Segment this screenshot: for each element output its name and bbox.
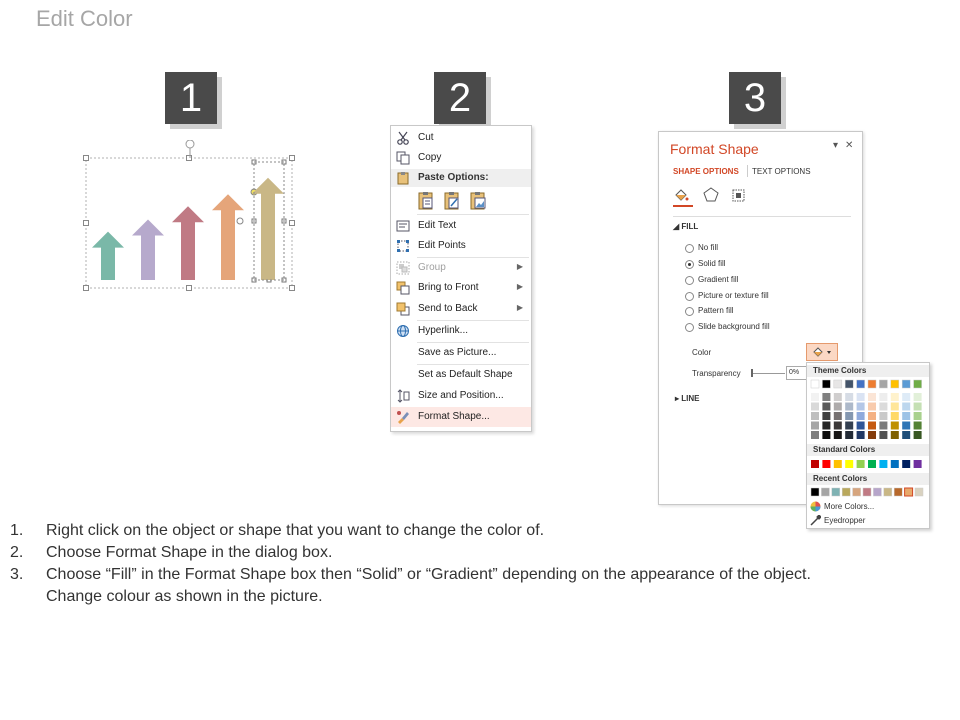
- resize-handle[interactable]: [84, 221, 89, 226]
- transparency-label: Transparency: [692, 369, 741, 378]
- active-category-indicator: [673, 205, 693, 207]
- standard-colors-label: Standard Colors: [813, 445, 876, 454]
- recent-color-swatch[interactable]: [853, 488, 861, 496]
- arrow-shape[interactable]: [212, 194, 244, 280]
- menu-item-label: Save as Picture...: [418, 347, 497, 358]
- menu-item-cut[interactable]: [391, 128, 531, 148]
- menu-item-label: Send to Back: [418, 303, 478, 314]
- theme-colors-label: Theme Colors: [813, 366, 867, 375]
- theme-shade-swatch[interactable]: [914, 431, 922, 439]
- theme-shade-swatch[interactable]: [822, 412, 830, 420]
- tab-text-options[interactable]: TEXT OPTIONS: [752, 167, 811, 176]
- recent-colors-header: [807, 473, 929, 485]
- submenu-arrow-icon: ▶: [516, 282, 523, 291]
- instruction-number: 1.: [10, 522, 24, 539]
- more-colors-label: More Colors...: [824, 502, 875, 511]
- tab-divider: [747, 165, 748, 177]
- theme-shade-swatch[interactable]: [891, 422, 899, 430]
- menu-item-label: Edit Points: [418, 240, 466, 251]
- recent-color-swatch[interactable]: [894, 488, 902, 496]
- instruction-number: [10, 586, 46, 608]
- theme-shade-swatch[interactable]: [845, 431, 853, 439]
- pane-title: Format Shape: [670, 141, 759, 157]
- theme-color-swatch[interactable]: [902, 380, 910, 388]
- pane-options-dropdown-icon[interactable]: ▾: [833, 140, 839, 151]
- menu-item-label: Set as Default Shape: [418, 369, 513, 380]
- edit-text-icon: [396, 219, 410, 233]
- radio-gradient-fill[interactable]: [685, 274, 855, 288]
- recent-color-swatch[interactable]: [842, 488, 850, 496]
- size-properties-icon[interactable]: [733, 190, 744, 201]
- theme-shade-swatch[interactable]: [857, 403, 865, 411]
- paint-bucket-icon: [807, 344, 837, 360]
- standard-color-swatch[interactable]: [834, 460, 842, 468]
- resize-handle[interactable]: [187, 156, 192, 161]
- theme-shade-swatch[interactable]: [902, 422, 910, 430]
- menu-item-bring-to-front[interactable]: [391, 278, 531, 298]
- menu-item-copy[interactable]: [391, 148, 531, 168]
- standard-color-swatch[interactable]: [811, 460, 819, 468]
- scissors-icon: [396, 131, 410, 145]
- tab-shape-options[interactable]: SHAPE OPTIONS: [673, 167, 739, 176]
- theme-shade-swatch[interactable]: [868, 393, 876, 401]
- radio-label: Solid fill: [698, 259, 726, 268]
- color-label: Color: [692, 348, 712, 357]
- recent-colors-label: Recent Colors: [813, 474, 868, 483]
- theme-shade-swatch[interactable]: [868, 431, 876, 439]
- copy-icon: [396, 151, 410, 165]
- menu-item-size-and-position[interactable]: [391, 386, 531, 406]
- transparency-slider[interactable]: [751, 373, 785, 374]
- radio-button[interactable]: [685, 292, 694, 301]
- submenu-arrow-icon: ▶: [516, 262, 523, 271]
- theme-shade-swatch[interactable]: [902, 393, 910, 401]
- radio-slide-background-fill[interactable]: [685, 321, 855, 335]
- theme-shade-swatch[interactable]: [857, 412, 865, 420]
- standard-color-swatch[interactable]: [868, 460, 876, 468]
- menu-item-label: Bring to Front: [418, 282, 479, 293]
- resize-handle[interactable]: [84, 286, 89, 291]
- recent-color-swatch[interactable]: [905, 488, 913, 496]
- radio-label: Picture or texture fill: [698, 291, 769, 300]
- paste-keep-source-icon[interactable]: [419, 192, 432, 209]
- theme-color-swatch[interactable]: [834, 380, 842, 388]
- radio-pattern-fill[interactable]: [685, 305, 855, 319]
- resize-handle[interactable]: [290, 156, 295, 161]
- radio-button[interactable]: [685, 323, 694, 332]
- theme-shade-swatch[interactable]: [811, 431, 819, 439]
- menu-item-edit-points[interactable]: [391, 236, 531, 256]
- resize-handle[interactable]: [290, 221, 295, 226]
- arrow-shape[interactable]: [132, 220, 164, 281]
- theme-color-swatch[interactable]: [845, 380, 853, 388]
- instruction-text: Right click on the object or shape that you want to change the color of.: [46, 522, 545, 539]
- theme-shade-swatch[interactable]: [868, 403, 876, 411]
- size-position-icon: [396, 389, 410, 403]
- theme-shade-swatch[interactable]: [891, 403, 899, 411]
- instruction-text: Choose Format Shape in the dialog box.: [46, 544, 333, 561]
- radio-button[interactable]: [685, 244, 694, 253]
- slide-title: Edit Color: [36, 6, 133, 31]
- menu-item-label: Group: [418, 262, 446, 273]
- theme-shade-swatch[interactable]: [834, 412, 842, 420]
- paste-options-label: Paste Options:: [418, 172, 489, 183]
- standard-color-swatch[interactable]: [914, 460, 922, 468]
- theme-shade-swatch[interactable]: [834, 431, 842, 439]
- step-badge-3: 3: [729, 72, 781, 124]
- arrow-shapes-canvas[interactable]: [80, 140, 300, 300]
- theme-shade-swatch[interactable]: [857, 422, 865, 430]
- theme-color-swatch[interactable]: [914, 380, 922, 388]
- transparency-slider-thumb[interactable]: [751, 369, 753, 377]
- radio-button[interactable]: [685, 307, 694, 316]
- radio-label: No fill: [698, 243, 719, 252]
- send-to-back-icon: [396, 302, 410, 316]
- menu-item-label: Edit Text: [418, 220, 457, 231]
- standard-colors-header: [807, 444, 929, 456]
- theme-shade-swatch[interactable]: [834, 422, 842, 430]
- paste-options-row: [417, 190, 497, 212]
- effects-icon[interactable]: [704, 188, 718, 201]
- clipboard-icon: [396, 171, 410, 185]
- theme-shade-swatch[interactable]: [811, 412, 819, 420]
- theme-shade-swatch[interactable]: [811, 393, 819, 401]
- recent-color-swatch[interactable]: [832, 488, 840, 496]
- recent-color-swatch[interactable]: [811, 488, 819, 496]
- theme-shade-swatch[interactable]: [834, 403, 842, 411]
- theme-shade-swatch[interactable]: [822, 393, 830, 401]
- color-palette-dropdown: [806, 362, 930, 529]
- standard-color-swatch[interactable]: [902, 460, 910, 468]
- paste-options-header: [391, 169, 531, 187]
- paste-picture-icon[interactable]: [471, 192, 485, 209]
- arrow-shape[interactable]: [252, 178, 284, 280]
- radio-button-selected[interactable]: [685, 260, 694, 269]
- menu-item-send-to-back[interactable]: [391, 299, 531, 319]
- step-badge-2: 2: [434, 72, 486, 124]
- instruction-item: [10, 542, 950, 564]
- submenu-arrow-icon: ▶: [516, 303, 523, 312]
- theme-shade-swatch[interactable]: [879, 431, 887, 439]
- collapse-icon: ◢: [673, 222, 682, 231]
- theme-shade-swatch[interactable]: [914, 422, 922, 430]
- fill-section-header[interactable]: [673, 222, 698, 231]
- theme-color-swatch[interactable]: [822, 380, 830, 388]
- theme-shade-swatch[interactable]: [857, 393, 865, 401]
- group-icon: [396, 261, 410, 275]
- instruction-text: Change colour as shown in the picture.: [46, 588, 323, 605]
- expand-icon: ▸: [675, 394, 682, 403]
- theme-shade-swatch[interactable]: [879, 403, 887, 411]
- theme-shade-swatch[interactable]: [902, 412, 910, 420]
- recent-color-swatch[interactable]: [884, 488, 892, 496]
- recent-color-swatch[interactable]: [873, 488, 881, 496]
- menu-item-label: Size and Position...: [418, 390, 504, 401]
- menu-item-hyperlink[interactable]: [391, 321, 531, 341]
- radio-button[interactable]: [685, 276, 694, 285]
- theme-color-swatch[interactable]: [857, 380, 865, 388]
- theme-shade-swatch[interactable]: [914, 403, 922, 411]
- theme-shade-swatch[interactable]: [891, 431, 899, 439]
- standard-color-swatch[interactable]: [879, 460, 887, 468]
- theme-shade-swatch[interactable]: [914, 412, 922, 420]
- menu-item-label: Copy: [418, 152, 442, 163]
- menu-item-label: Cut: [418, 132, 434, 143]
- theme-shade-swatch[interactable]: [891, 412, 899, 420]
- rotate-handle[interactable]: [237, 218, 243, 224]
- instruction-text: Choose “Fill” in the Format Shape box then “Solid” or “Gradient” depending on the appearance of the object.: [46, 566, 811, 583]
- arrow-shape[interactable]: [172, 206, 204, 280]
- theme-shade-swatch[interactable]: [845, 422, 853, 430]
- menu-item-save-as-picture[interactable]: [391, 343, 531, 363]
- theme-shade-swatch[interactable]: [879, 393, 887, 401]
- radio-label: Slide background fill: [698, 322, 770, 331]
- menu-item-label: Hyperlink...: [418, 325, 469, 336]
- resize-handle[interactable]: [290, 286, 295, 291]
- theme-shade-swatch[interactable]: [902, 431, 910, 439]
- theme-shade-swatch[interactable]: [868, 412, 876, 420]
- theme-shade-swatch[interactable]: [845, 393, 853, 401]
- radio-solid-fill[interactable]: [685, 258, 855, 272]
- theme-shade-swatch[interactable]: [822, 422, 830, 430]
- rotate-handle: [186, 140, 194, 148]
- theme-shade-swatch[interactable]: [822, 403, 830, 411]
- instructions-list: [10, 520, 950, 608]
- transparency-input[interactable]: 0%: [786, 366, 810, 380]
- standard-color-swatch[interactable]: [822, 460, 830, 468]
- radio-no-fill[interactable]: [685, 242, 855, 256]
- theme-shade-swatch[interactable]: [822, 431, 830, 439]
- theme-shade-swatch[interactable]: [902, 403, 910, 411]
- more-colors-item[interactable]: [807, 500, 929, 513]
- theme-shade-swatch[interactable]: [845, 412, 853, 420]
- theme-shade-swatch[interactable]: [914, 393, 922, 401]
- theme-shade-swatch[interactable]: [811, 422, 819, 430]
- theme-shade-swatch[interactable]: [868, 422, 876, 430]
- theme-color-swatch[interactable]: [868, 380, 876, 388]
- fill-section-label: FILL: [681, 222, 699, 231]
- color-picker-button[interactable]: [806, 343, 838, 361]
- standard-color-swatch[interactable]: [891, 460, 899, 468]
- category-icons: [673, 186, 753, 204]
- color-wheel-icon: [810, 501, 821, 512]
- instruction-number: 3.: [10, 566, 24, 583]
- menu-item-label: Format Shape...: [418, 411, 490, 422]
- recent-color-swatch[interactable]: [821, 488, 829, 496]
- menu-item-set-as-default-shape[interactable]: [391, 365, 531, 385]
- context-menu: [390, 125, 532, 432]
- theme-shade-swatch[interactable]: [891, 393, 899, 401]
- resize-handle[interactable]: [187, 286, 192, 291]
- bring-to-front-icon: [396, 281, 410, 295]
- radio-picture-texture-fill[interactable]: [685, 290, 855, 304]
- instruction-number: 2.: [10, 544, 24, 561]
- recent-color-swatch[interactable]: [863, 488, 871, 496]
- paste-merge-icon[interactable]: [445, 192, 458, 209]
- recent-color-swatch[interactable]: [915, 488, 923, 496]
- format-shape-icon: [396, 410, 410, 424]
- hyperlink-icon: [396, 324, 410, 338]
- instruction-item: [10, 564, 950, 586]
- standard-color-swatch[interactable]: [857, 460, 865, 468]
- theme-color-swatch[interactable]: [811, 380, 819, 388]
- radio-label: Gradient fill: [698, 275, 739, 284]
- instruction-item: [10, 586, 950, 608]
- theme-shade-swatch[interactable]: [879, 412, 887, 420]
- menu-item-edit-text[interactable]: [391, 216, 531, 236]
- edit-points-icon: [396, 239, 410, 253]
- eyedropper-label: Eyedropper: [824, 516, 866, 525]
- theme-shade-swatch[interactable]: [857, 431, 865, 439]
- menu-item-format-shape[interactable]: [391, 407, 531, 427]
- line-section-label: LINE: [681, 394, 700, 403]
- theme-color-swatch[interactable]: [891, 380, 899, 388]
- close-pane-icon[interactable]: ✕: [845, 140, 854, 151]
- menu-item-group: [391, 258, 531, 278]
- theme-shade-swatch[interactable]: [811, 403, 819, 411]
- step-badge-1: 1: [165, 72, 217, 124]
- pane-divider: [673, 216, 851, 217]
- radio-label: Pattern fill: [698, 306, 734, 315]
- arrow-shape[interactable]: [92, 232, 124, 280]
- theme-shade-swatch[interactable]: [834, 393, 842, 401]
- standard-color-swatch[interactable]: [845, 460, 853, 468]
- theme-color-swatch[interactable]: [879, 380, 887, 388]
- theme-shade-swatch[interactable]: [845, 403, 853, 411]
- resize-handle[interactable]: [84, 156, 89, 161]
- fill-line-icon[interactable]: [676, 190, 689, 201]
- arrow-shapes-panel[interactable]: [80, 140, 300, 300]
- line-section-header[interactable]: [675, 394, 699, 403]
- theme-shade-swatch[interactable]: [879, 422, 887, 430]
- menu-separator: [417, 214, 529, 215]
- instruction-item: [10, 520, 950, 542]
